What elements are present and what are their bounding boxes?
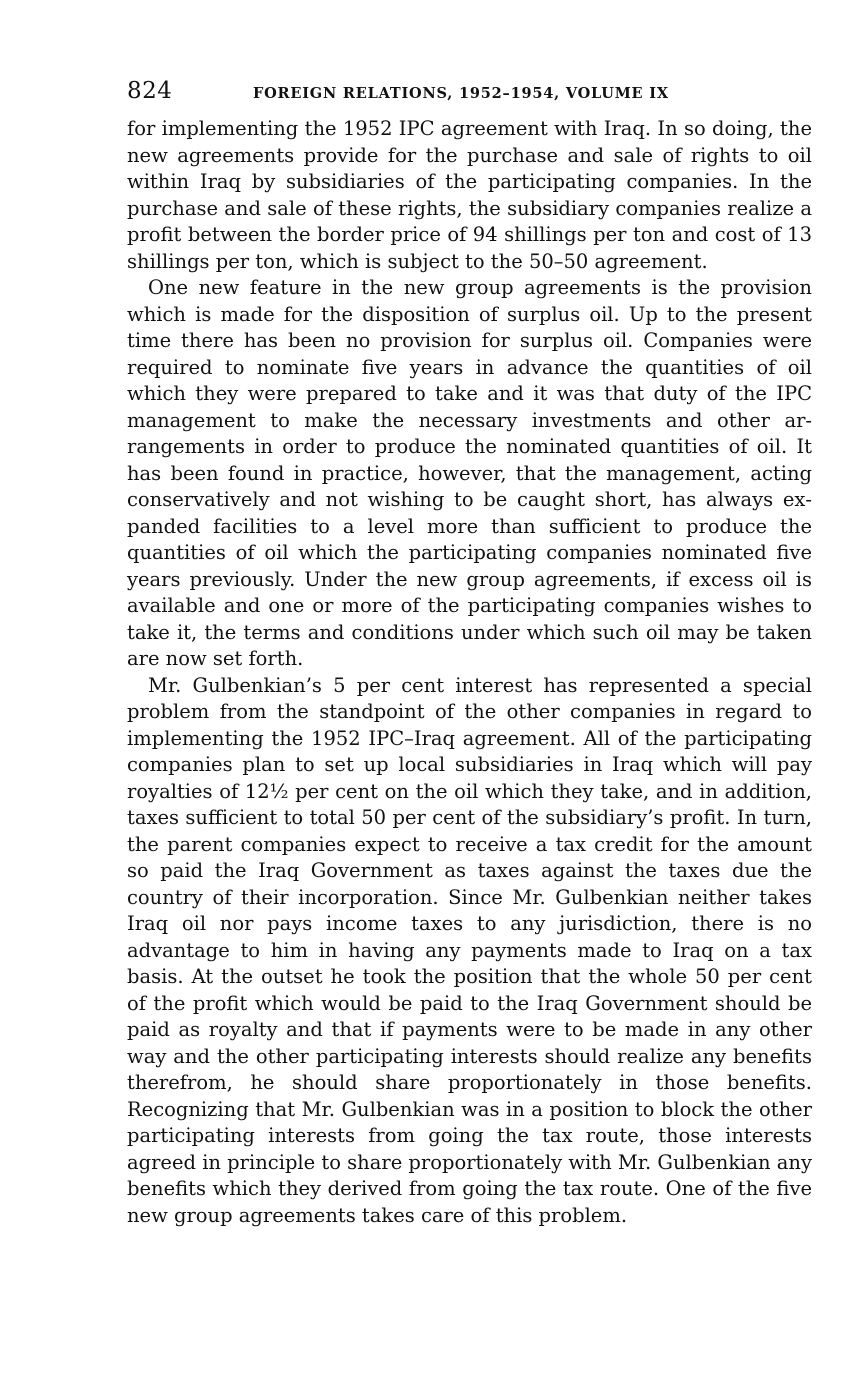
running-head (127, 78, 812, 110)
paragraph-continuation: for implementing the 1952 IPC agreement with Iraq. In so doing, the new agreements provide for the purchase and sale of rights to oil within Iraq by subsidiaries of the participating companies. In the purchase and sale of these rights, the subsidiary companies realize a profit between the border price of 94 shillings per ton and cost of 13 shillings per ton, which is subject to the 50–50 agreement. (127, 117, 812, 273)
paragraph-gulbenkian: Mr. Gulbenkian’s 5 per cent interest has represented a special problem from the standpoint of the other companies in regard to implementing the 1952 IPC–Iraq agreement. All of the participating companies plan to set up local subsidiaries in Iraq which will pay royalties of 12½ per cent on the oil which they take, and in addition, taxes sufficient to total 50 per cent of the subsidiary’s profit. In turn, the parent companies expect to receive a tax credit for the amount so paid the Iraq Government as taxes against the taxes due the country of their incorporation. Since Mr. Gulbenkian neither takes Iraq oil nor pays income taxes to any jurisdiction, there is no advantage to him in having any payments made to Iraq on a tax basis. At the outset he took the position that the whole 50 per cent of the profit which would be paid to the Iraq Government should be paid as royalty and that if payments were to be made in any other way and the other participating interests should realize any benefits therefrom, he should share proportionately in those benefits. Recognizing that Mr. Gulbenkian was in a position to block the other participating interests from going the tax route, those interests agreed in principle to share proportionately with Mr. Gulbenkian any benefits which they derived from going the tax route. One of the five new group agreements takes care of this problem. (127, 673, 812, 1227)
running-head-title: FOREIGN RELATIONS, 1952–1954, VOLUME IX (253, 85, 669, 102)
document-page (127, 78, 812, 1229)
body-text (127, 116, 812, 1229)
page-number: 824 (127, 78, 173, 104)
paragraph-surplus-oil: One new feature in the new group agreements is the provision which is made for the disposition of surplus oil. Up to the present time there has been no provision for surplus oil. Companies were required to nominate five years in advance the quantities of oil which they were prepared to take and it was that duty of the IPC management to make the necessary investments and other arrangements in order to produce the nominated quantities of oil. It has been found in practice, however, that the management, acting conservatively and not wishing to be caught short, has always expanded facilities to a level more than sufficient to produce the quantities of oil which the participating companies nominated five years previously. Under the new group agreements, if excess oil is available and one or more of the participating companies wishes to take it, the terms and conditions under which such oil may be taken are now set forth. (127, 276, 812, 670)
